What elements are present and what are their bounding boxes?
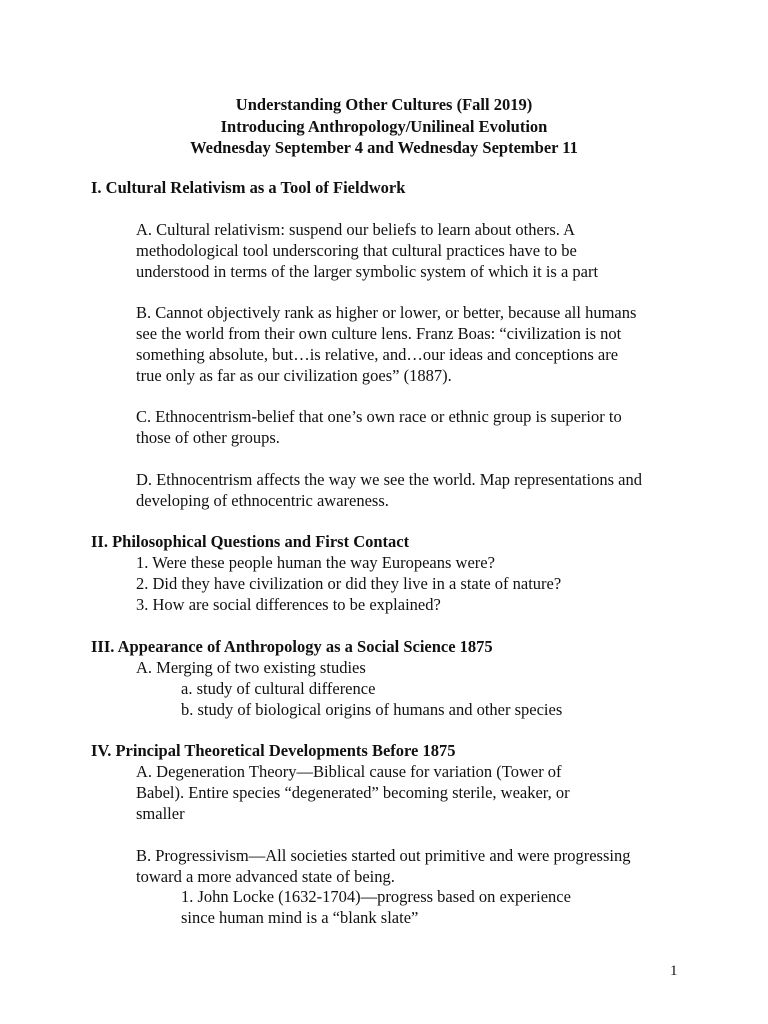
- list-item: 2. Did they have civilization or did they live in a state of nature?: [136, 574, 562, 593]
- section-1-item-d: [136, 469, 642, 511]
- text-line: developing of ethnocentric awareness.: [136, 491, 389, 510]
- section-3-heading: III. Appearance of Anthropology as a Social Science 1875: [91, 637, 493, 656]
- section-1-heading: I. Cultural Relativism as a Tool of Fieldwork: [91, 178, 406, 197]
- lecture-title: Introducing Anthropology/Unilineal Evolution: [220, 117, 548, 136]
- list-item: 1. Were these people human the way Europeans were?: [136, 553, 495, 572]
- text-line: B. Progressivism—All societies started out primitive and were progressing: [136, 846, 631, 865]
- text-line: since human mind is a “blank slate”: [181, 908, 419, 927]
- text-line: true only as far as our civilization goes” (1887).: [136, 366, 452, 385]
- section-4-item-b-sub-1: [181, 886, 571, 928]
- text-line: C. Ethnocentrism-belief that one’s own race or ethnic group is superior to: [136, 407, 622, 426]
- list-item: 3. How are social differences to be explained?: [136, 595, 441, 614]
- section-4-heading: IV. Principal Theoretical Developments Before 1875: [91, 741, 456, 760]
- text-line: B. Cannot objectively rank as higher or lower, or better, because all humans: [136, 303, 637, 322]
- text-line: something absolute, but…is relative, and…our ideas and conceptions are: [136, 345, 619, 364]
- sub-list-item: b. study of biological origins of humans and other species: [181, 700, 563, 719]
- section-1-item-b: [136, 302, 636, 386]
- text-line: Babel). Entire species “degenerated” becoming sterile, weaker, or: [136, 783, 570, 802]
- page-number: 1: [670, 963, 678, 979]
- section-3-item-a: A. Merging of two existing studies: [136, 658, 366, 677]
- text-line: methodological tool underscoring that cultural practices have to be: [136, 241, 577, 260]
- section-2-heading: II. Philosophical Questions and First Contact: [91, 532, 410, 551]
- text-line: A. Degeneration Theory—Biblical cause for variation (Tower of: [136, 762, 562, 781]
- section-4-item-a: [136, 761, 570, 824]
- text-line: 1. John Locke (1632-1704)—progress based on experience: [181, 887, 571, 906]
- text-line: D. Ethnocentrism affects the way we see the world. Map representations and: [136, 470, 642, 489]
- lecture-dates: Wednesday September 4 and Wednesday September 11: [190, 138, 578, 157]
- text-line: those of other groups.: [136, 428, 280, 447]
- text-line: A. Cultural relativism: suspend our beliefs to learn about others. A: [136, 220, 575, 239]
- text-line: understood in terms of the larger symbolic system of which it is a part: [136, 262, 599, 281]
- text-line: toward a more advanced state of being.: [136, 867, 395, 886]
- section-4-item-b: [136, 845, 630, 887]
- text-line: see the world from their own culture lens. Franz Boas: “civilization is not: [136, 324, 622, 343]
- section-1-item-a: [136, 219, 598, 282]
- course-title: Understanding Other Cultures (Fall 2019): [235, 95, 533, 114]
- sub-list-item: a. study of cultural difference: [181, 679, 376, 698]
- section-1-item-c: [136, 406, 622, 448]
- text-line: smaller: [136, 804, 185, 823]
